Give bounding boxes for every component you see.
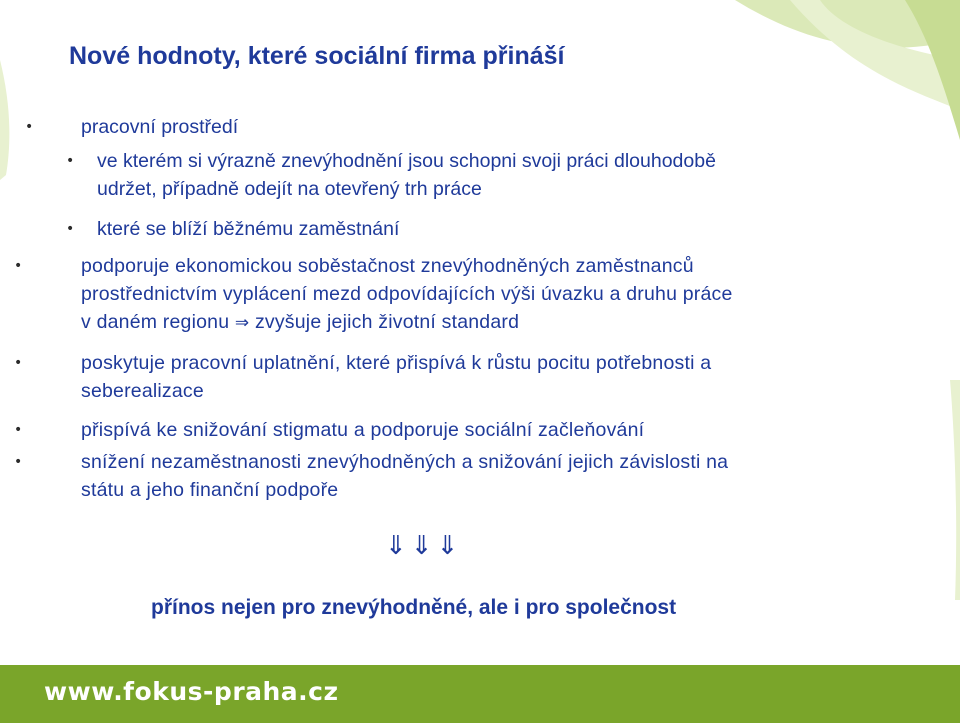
list-item: [81, 113, 238, 141]
list-item: [81, 416, 644, 444]
bullet-marker: •: [14, 355, 23, 371]
list-item-text: které se blíží běžnému zaměstnání: [97, 218, 400, 240]
sub-bullet-marker: •: [66, 221, 75, 237]
list-item-text: státu a jeho finanční podpoře: [81, 479, 339, 501]
footer-website-logo: www.fokus-praha.cz: [44, 677, 339, 706]
bullet-marker: •: [14, 454, 23, 470]
implies-arrow-icon: ⇒: [234, 313, 250, 333]
list-item: [81, 448, 728, 504]
list-item-text: udržet, případně odejít na otevřený trh práce: [97, 178, 482, 200]
list-item-text-line-3: [81, 308, 733, 337]
slide-title: Nové hodnoty, které sociální firma přináší: [69, 42, 565, 70]
down-arrows-icon: ⇓⇓⇓: [385, 531, 463, 561]
footer-bar: [0, 665, 960, 723]
list-item-text: pracovní prostředí: [81, 116, 239, 138]
bullet-marker: •: [25, 119, 34, 135]
bullet-marker: •: [14, 258, 23, 274]
sub-bullet-marker: •: [66, 153, 75, 169]
list-item: [81, 349, 711, 405]
list-item-text: ve kterém si výrazně znevýhodnění jsou schopni svoji práci dlouhodobě: [97, 150, 716, 172]
list-item: [97, 147, 716, 203]
list-item-text: snížení nezaměstnanosti znevýhodněných a snižování jejich závislosti na: [81, 451, 729, 473]
list-item: [97, 215, 399, 243]
list-item-text: poskytuje pracovní uplatnění, které přispívá k růstu pocitu potřebnosti a: [81, 352, 712, 374]
text-segment: v daném regionu: [81, 311, 235, 333]
list-item-text: seberealizace: [81, 380, 204, 402]
list-item-text: podporuje ekonomickou soběstačnost znevýhodněných zaměstnanců: [81, 255, 694, 277]
list-item-text: přispívá ke snižování stigmatu a podporuje sociální začleňování: [81, 419, 645, 441]
list-item: [81, 252, 733, 337]
conclusion-text: přínos nejen pro znevýhodněné, ale i pro společnost: [151, 596, 677, 619]
bullet-marker: •: [14, 422, 23, 438]
list-item-text: prostřednictvím vyplácení mezd odpovídajících výši úvazku a druhu práce: [81, 283, 733, 305]
text-segment: zvyšuje jejich životní standard: [249, 311, 520, 333]
